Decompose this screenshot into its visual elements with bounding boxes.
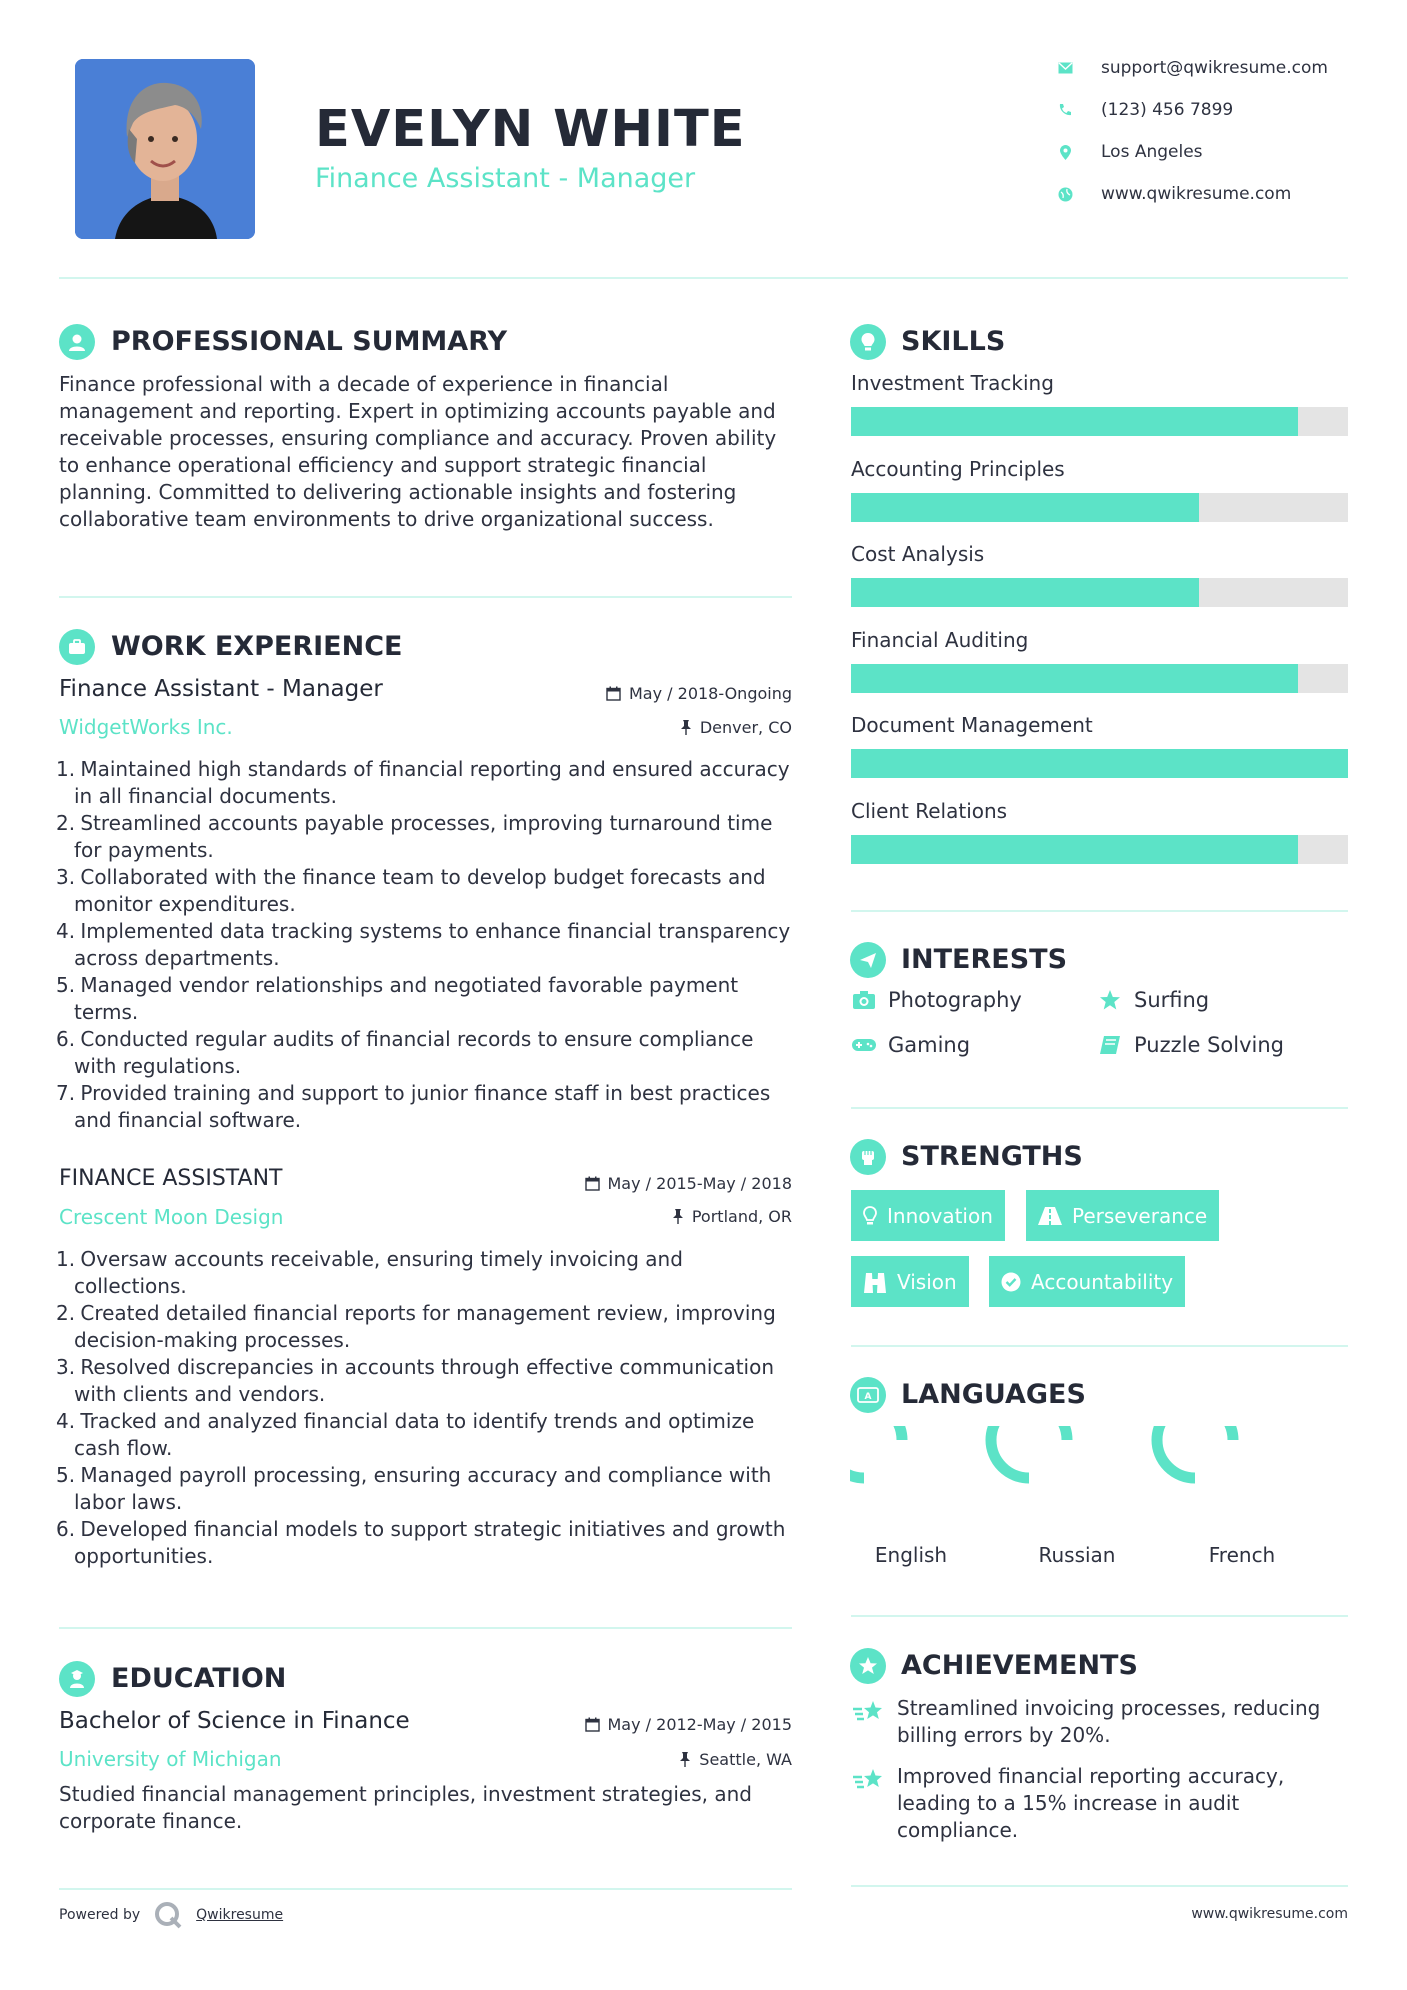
- powered-by-text: Powered by: [59, 1907, 141, 1923]
- interest-item: [1097, 988, 1209, 1012]
- skill-bar-track: [851, 493, 1348, 522]
- qwikresume-logo-icon: [153, 1900, 183, 1930]
- achievement-text: Streamlined invoicing processes, reducing billing errors by 20%.: [897, 1696, 1321, 1747]
- skill-bar-track: [851, 578, 1348, 607]
- job-dates: [480, 1174, 792, 1193]
- svg-text:A: A: [864, 1392, 872, 1402]
- languages-heading: LANGUAGES: [901, 1379, 1086, 1410]
- pushpin-icon: [679, 1752, 691, 1767]
- interest-label: Surfing: [1134, 988, 1210, 1012]
- gamepad-icon: [851, 1034, 877, 1056]
- school-name: University of Michigan: [59, 1747, 282, 1771]
- work-divider: [59, 1627, 792, 1629]
- envelope-icon: [1055, 58, 1075, 78]
- job-location: [480, 718, 792, 737]
- interests-heading: INTERESTS: [901, 944, 1068, 975]
- pushpin-icon: [672, 1209, 684, 1224]
- skill-bar-track: [851, 407, 1348, 436]
- job-location-text: Denver, CO: [699, 718, 792, 737]
- language-ring-arc: [991, 1426, 1067, 1478]
- star-badge-icon: [850, 1648, 886, 1684]
- skill-bar-fill: [851, 578, 1199, 607]
- summary-text: Finance professional with a decade of experience in financial management and reporting. Expert in optimizing accounts payable and receivable processes, ensuring compliance and accuracy. Proven ability to enhance operational efficiency and support strategic financial planning. Committed to delivering actionable insights and fostering collaborative team environments to drive organizational success.: [59, 372, 777, 531]
- job-location-text: Portland, OR: [691, 1207, 792, 1226]
- skill-bar-fill: [851, 407, 1298, 436]
- job-duties: [56, 756, 796, 1134]
- skill-bar-track: [851, 664, 1348, 693]
- skill-bar-fill: [851, 749, 1348, 778]
- skills-divider: [851, 910, 1348, 912]
- camera-icon: [851, 989, 877, 1011]
- achievement-text: Improved financial reporting accuracy, leading to a 15% increase in audit compliance.: [897, 1764, 1285, 1842]
- contact-email-text: support@qwikresume.com: [1101, 58, 1328, 78]
- strength-tag: [851, 1190, 1005, 1241]
- job-location: [480, 1207, 792, 1226]
- calendar-icon: [585, 1176, 600, 1191]
- footer-powered-by: [59, 1900, 283, 1930]
- language-ring: [850, 1426, 902, 1478]
- achievements-heading: ACHIEVEMENTS: [901, 1650, 1138, 1681]
- interest-item: [851, 1033, 970, 1057]
- education-dates-text: May / 2012-May / 2015: [607, 1715, 792, 1734]
- book-icon: [1097, 1034, 1123, 1056]
- job-company: WidgetWorks Inc.: [59, 715, 233, 739]
- degree-title: Bachelor of Science in Finance: [59, 1708, 410, 1734]
- duty-item: 1. Maintained high standards of financial reporting and ensured accuracy in all financial documents.: [56, 757, 790, 808]
- achievements-divider: [851, 1885, 1348, 1887]
- skill-row: [851, 371, 1348, 436]
- language-icon: [850, 1377, 886, 1413]
- job-dates-text: May / 2015-May / 2018: [607, 1174, 792, 1193]
- skill-bar-fill: [851, 664, 1298, 693]
- duty-item: 4. Tracked and analyzed financial data to identify trends and optimize cash flow.: [56, 1409, 755, 1460]
- contact-email[interactable]: [1055, 58, 1355, 78]
- skill-label: Cost Analysis: [851, 542, 985, 566]
- language-rings: [850, 1426, 1290, 1530]
- duty-item: 3. Resolved discrepancies in accounts through effective communication with clients and vendors.: [56, 1355, 775, 1406]
- graduate-icon: [59, 1661, 95, 1697]
- skill-bar-fill: [851, 835, 1298, 864]
- user-icon: [59, 324, 95, 360]
- skill-label: Document Management: [851, 713, 1093, 737]
- profile-photo: [75, 59, 255, 239]
- paper-plane-icon: [850, 942, 886, 978]
- lightbulb-icon: [863, 1206, 877, 1226]
- interests-divider: [851, 1107, 1348, 1109]
- phone-icon: [1055, 100, 1075, 120]
- job-company: Crescent Moon Design: [59, 1205, 284, 1229]
- skill-row: [851, 628, 1348, 693]
- duty-item: 5. Managed payroll processing, ensuring accuracy and compliance with labor laws.: [56, 1463, 772, 1514]
- education-heading: EDUCATION: [111, 1663, 287, 1694]
- strength-tag: [989, 1256, 1185, 1307]
- summary-heading: PROFESSIONAL SUMMARY: [111, 326, 508, 357]
- education-divider: [59, 1888, 792, 1890]
- footer-brand-link[interactable]: Qwikresume: [196, 1907, 284, 1923]
- contact-location: [1055, 142, 1355, 162]
- education-location-text: Seattle, WA: [699, 1750, 792, 1769]
- contact-website[interactable]: [1055, 184, 1355, 204]
- pushpin-icon: [680, 720, 692, 735]
- summary-divider: [59, 596, 792, 598]
- candidate-name: EVELYN WHITE: [315, 100, 746, 159]
- languages-divider: [851, 1615, 1348, 1617]
- language-ring-arc: [1157, 1426, 1233, 1478]
- star-icon: [1097, 989, 1123, 1011]
- briefcase-icon: [59, 629, 95, 665]
- language-label: French: [1208, 1543, 1276, 1567]
- contact-phone[interactable]: [1055, 100, 1355, 120]
- job-title: FINANCE ASSISTANT: [59, 1166, 283, 1191]
- calendar-icon: [606, 686, 621, 701]
- interest-label: Puzzle Solving: [1134, 1033, 1284, 1057]
- skill-bar-track: [851, 835, 1348, 864]
- road-icon: [1038, 1207, 1062, 1225]
- education-dates: [480, 1715, 792, 1734]
- candidate-title: Finance Assistant - Manager: [315, 163, 696, 194]
- duty-item: 2. Streamlined accounts payable processes, improving turnaround time for payments.: [56, 811, 773, 862]
- skill-label: Financial Auditing: [851, 627, 1029, 652]
- duty-item: 6. Developed financial models to support strategic initiatives and growth opportunities.: [56, 1517, 786, 1568]
- language-ring: [1157, 1426, 1233, 1478]
- map-pin-icon: [1055, 142, 1075, 162]
- work-heading: WORK EXPERIENCE: [111, 631, 403, 662]
- skills-heading: SKILLS: [901, 326, 1006, 357]
- strength-label: Perseverance: [1072, 1203, 1208, 1228]
- check-circle-icon: [1001, 1272, 1021, 1292]
- duty-item: 2. Created detailed financial reports for management review, improving decision-making processes.: [56, 1301, 776, 1352]
- shooting-star-icon: [851, 1763, 885, 1844]
- job-title: Finance Assistant - Manager: [59, 676, 383, 702]
- duty-item: 6. Conducted regular audits of financial records to ensure compliance with regulations.: [56, 1027, 754, 1078]
- skill-row: [851, 542, 1348, 607]
- duty-item: 3. Collaborated with the finance team to develop budget forecasts and monitor expenditures.: [56, 865, 766, 916]
- contact-phone-text: (123) 456 7899: [1101, 100, 1234, 120]
- header-divider: [59, 277, 1348, 279]
- language-ring-arc: [850, 1426, 902, 1478]
- language-label: Russian: [1038, 1543, 1116, 1567]
- strength-tag: [851, 1256, 969, 1307]
- strengths-divider: [851, 1345, 1348, 1347]
- calendar-icon: [585, 1717, 600, 1732]
- interest-item: [1097, 1033, 1284, 1057]
- achievement-item: [851, 1763, 1348, 1844]
- skill-bar-track: [851, 749, 1348, 778]
- language-ring: [991, 1426, 1067, 1478]
- job-dates-text: May / 2018-Ongoing: [629, 684, 792, 703]
- duty-item: 5. Managed vendor relationships and negotiated favorable payment terms.: [56, 973, 739, 1024]
- skill-row: [851, 799, 1348, 864]
- skill-row: [851, 457, 1348, 522]
- footer-website[interactable]: www.qwikresume.com: [1191, 1906, 1348, 1922]
- interest-label: Photography: [888, 988, 1022, 1012]
- strength-label: Innovation: [887, 1203, 993, 1228]
- contact-location-text: Los Angeles: [1101, 142, 1203, 162]
- skill-label: Client Relations: [851, 798, 1008, 823]
- globe-icon: [1055, 184, 1075, 204]
- job-duties: [56, 1246, 796, 1570]
- language-label: English: [874, 1543, 948, 1567]
- duty-item: 1. Oversaw accounts receivable, ensuring timely invoicing and collections.: [56, 1247, 683, 1298]
- skill-label: Investment Tracking: [851, 371, 1054, 395]
- skill-label: Accounting Principles: [851, 456, 1065, 481]
- lightbulb-icon: [850, 324, 886, 360]
- skill-bar-fill: [851, 493, 1199, 522]
- interest-item: [851, 988, 1022, 1012]
- strengths-heading: STRENGTHS: [901, 1141, 1083, 1172]
- interest-label: Gaming: [888, 1033, 971, 1057]
- duty-item: 4. Implemented data tracking systems to enhance financial transparency across departments.: [56, 919, 791, 970]
- job-dates: [480, 684, 792, 703]
- achievement-item: [851, 1695, 1348, 1749]
- strength-label: Accountability: [1031, 1269, 1174, 1294]
- binoculars-icon: [863, 1271, 887, 1293]
- skill-row: [851, 713, 1348, 778]
- strength-label: Vision: [897, 1269, 957, 1294]
- education-description: Studied financial management principles, investment strategies, and corporate finance.: [59, 1782, 752, 1833]
- fist-icon: [850, 1139, 886, 1175]
- duty-item: 7. Provided training and support to junior finance staff in best practices and financial software.: [56, 1081, 771, 1132]
- contact-website-text: www.qwikresume.com: [1101, 184, 1292, 204]
- education-location: [480, 1750, 792, 1769]
- strength-tag: [1026, 1190, 1219, 1241]
- shooting-star-icon: [851, 1695, 885, 1749]
